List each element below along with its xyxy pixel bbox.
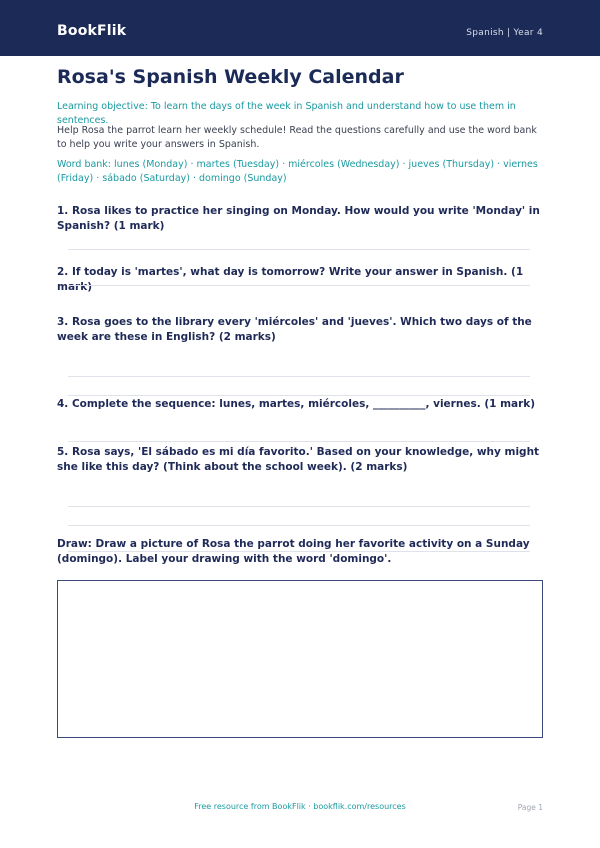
answer-line — [68, 395, 530, 396]
question-1: 1. Rosa likes to practice her singing on Monday. How would you write 'Monday' in Spanish? (1 mark) — [57, 205, 540, 232]
answer-line — [68, 525, 530, 526]
question-5: 5. Rosa says, 'El sábado es mi día favorito.' Based on your knowledge, why might she like this day? (Think about the school week). (2 marks) — [57, 446, 540, 473]
answer-line — [68, 376, 530, 377]
word-bank: Word bank: lunes (Monday) · martes (Tuesday) · miércoles (Wednesday) · jueves (Thursday) · viernes (Friday) · sábado (Saturday) · domingo (Sunday) — [57, 159, 538, 184]
answer-line — [68, 285, 530, 286]
answer-line — [68, 506, 530, 507]
question-2: 2. If today is 'martes', what day is tomorrow? Write your answer in Spanish. (1 mark) — [57, 266, 524, 293]
question-3: 3. Rosa goes to the library every 'miércoles' and 'jueves'. Which two days of the week are these in English? (2 marks) — [57, 316, 532, 343]
page-header — [0, 0, 600, 56]
answer-line — [68, 551, 530, 552]
footer-credit: Free resource from BookFlik · bookflik.com/resources — [194, 802, 406, 811]
learning-objective: Learning objective: To learn the days of the week in Spanish and understand how to use them in sentences. — [57, 101, 516, 126]
answer-line — [68, 441, 530, 442]
intro-text: Help Rosa the parrot learn her weekly schedule! Read the questions carefully and use the word bank to help you write your answers in Spanish. — [57, 125, 537, 150]
brand-logo-text: BookFlik — [57, 23, 127, 39]
answer-line — [68, 249, 530, 250]
worksheet-title: Rosa's Spanish Weekly Calendar — [57, 66, 404, 88]
page-number: Page 1 — [517, 803, 543, 812]
drawing-prompt: Draw: Draw a picture of Rosa the parrot doing her favorite activity on a Sunday (domingo). Label your drawing with the word 'domingo'. — [57, 538, 530, 565]
drawing-box — [57, 580, 543, 738]
question-4: 4. Complete the sequence: lunes, martes, miércoles, __________, viernes. (1 mark) — [57, 398, 536, 410]
subject-label: Spanish | Year 4 — [466, 28, 543, 38]
